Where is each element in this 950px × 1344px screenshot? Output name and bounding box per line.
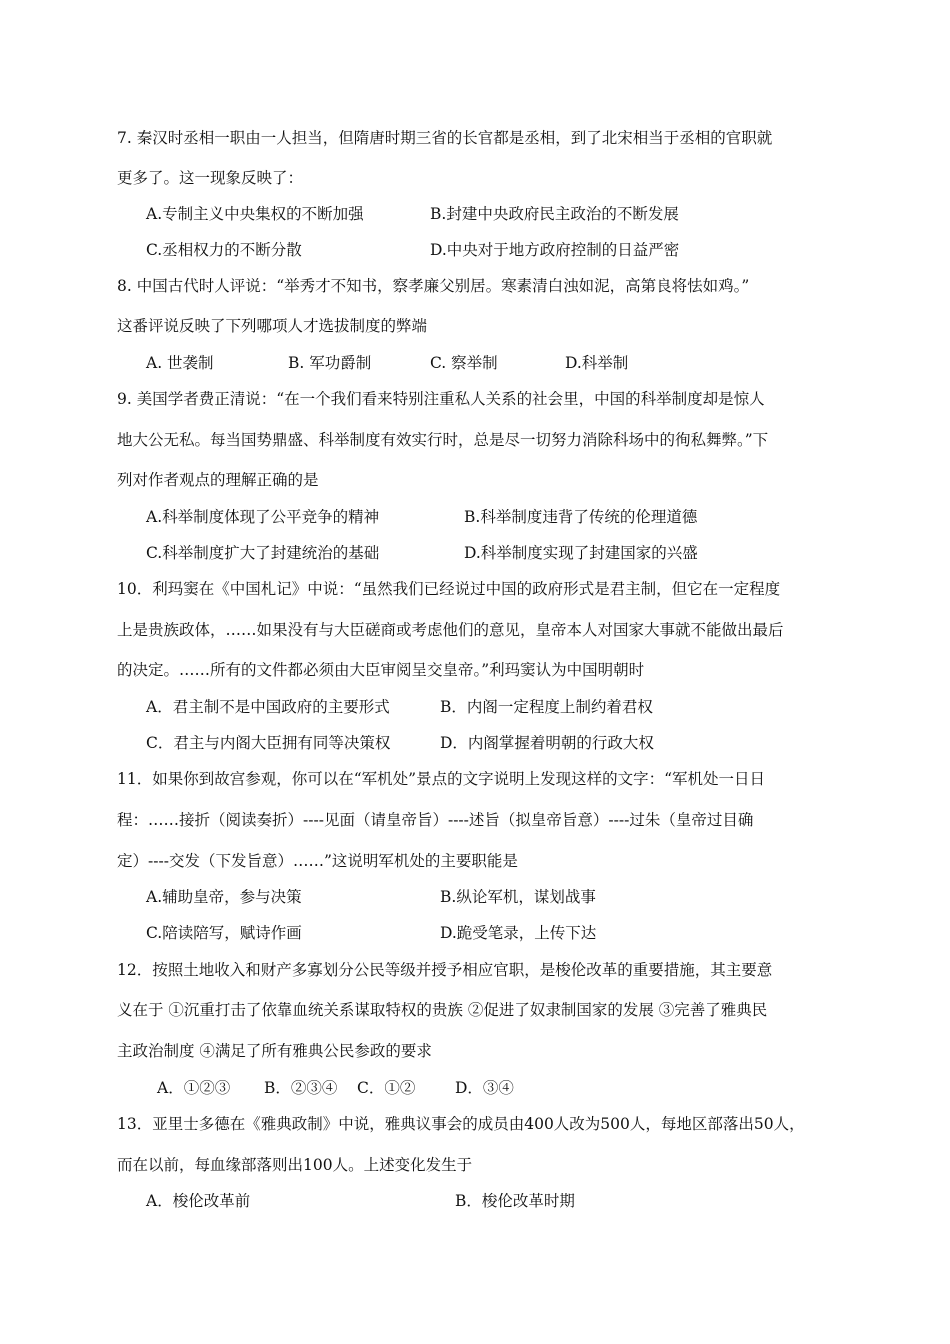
question-10-option-c: C．君主与内阁大臣拥有同等决策权	[146, 734, 391, 752]
question-10-option-d: D．内阁掌握着明朝的行政大权	[440, 734, 654, 752]
question-8-line-2: 这番评说反映了下列哪项人才选拔制度的弊端	[117, 317, 428, 335]
question-13-line-2: 而在以前，每血缘部落则出100人。上述变化发生于	[117, 1156, 473, 1174]
question-9-line-1: 9. 美国学者费正清说：“在一个我们看来特别注重私人关系的社会里，中国的科举制度却是惊人	[117, 390, 765, 408]
question-7-option-a: A.专制主义中央集权的不断加强	[146, 205, 364, 223]
question-7-line-2: 更多了。这一现象反映了：	[117, 169, 304, 187]
question-11-option-b: B.纵论军机，谋划战事	[440, 888, 596, 906]
question-7-option-d: D.中央对于地方政府控制的日益严密	[430, 241, 680, 259]
question-11-option-d: D.跪受笔录，上传下达	[440, 924, 597, 942]
question-7-option-c: C.丞相权力的不断分散	[146, 241, 302, 259]
question-12-option-b: B．②③④	[264, 1079, 338, 1097]
question-10-line-3: 的决定。……所有的文件都必须由大臣审阅呈交皇帝。”利玛窦认为中国明朝时	[117, 661, 645, 679]
question-13-option-a: A．梭伦改革前	[146, 1192, 251, 1210]
question-12-line-3: 主政治制度 ④满足了所有雅典公民参政的要求	[117, 1042, 432, 1060]
question-8-option-c: C. 察举制	[430, 354, 498, 372]
question-13-option-b: B．梭伦改革时期	[455, 1192, 575, 1210]
question-11-option-a: A.辅助皇帝，参与决策	[146, 888, 302, 906]
question-12-option-a: A．①②③	[157, 1079, 231, 1097]
question-9-option-c: C.科举制度扩大了封建统治的基础	[146, 544, 380, 562]
question-12-line-2: 义在于 ①沉重打击了依靠血统关系谋取特权的贵族 ②促进了奴隶制国家的发展 ③完善了雅典民	[117, 1001, 768, 1019]
question-7-option-b: B.封建中央政府民主政治的不断发展	[430, 205, 679, 223]
question-10-line-1: 10．利玛窦在《中国札记》中说：“虽然我们已经说过中国的政府形式是君主制，但它在一定程度	[117, 580, 781, 598]
question-12-option-d: D．③④	[455, 1079, 514, 1097]
question-7-line-1: 7. 秦汉时丞相一职由一人担当，但隋唐时期三省的长官都是丞相，到了北宋相当于丞相的官职就	[117, 129, 773, 147]
question-8-option-d: D.科举制	[565, 354, 629, 372]
question-8-line-1: 8. 中国古代时人评说：“举秀才不知书，察孝廉父别居。寒素清白浊如泥，高第良将怯如鸡。”	[117, 277, 750, 295]
question-10-option-a: A．君主制不是中国政府的主要形式	[146, 698, 390, 716]
question-9-line-2: 地大公无私。每当国势鼎盛、科举制度有效实行时，总是尽一切努力消除科场中的徇私舞弊。”下	[117, 431, 769, 449]
question-9-option-b: B.科举制度违背了传统的伦理道德	[464, 508, 698, 526]
question-10-line-2: 上是贵族政体，……如果没有与大臣磋商或考虑他们的意见，皇帝本人对国家大事就不能做出最后	[117, 621, 784, 639]
question-11-line-2: 程：……接折（阅读奏折）----见面（请皇帝旨）----述旨（拟皇帝旨意）----过朱（皇帝过目确	[117, 811, 754, 829]
question-8-option-b: B. 军功爵制	[288, 354, 372, 372]
question-9-option-a: A.科举制度体现了公平竞争的精神	[146, 508, 380, 526]
question-10-option-b: B．内阁一定程度上制约着君权	[440, 698, 653, 716]
question-11-option-c: C.陪读陪写，赋诗作画	[146, 924, 302, 942]
question-8-option-a: A. 世袭制	[146, 354, 214, 372]
question-11-line-1: 11．如果你到故宫参观，你可以在“军机处”景点的文字说明上发现这样的文字：“军机处一日日	[117, 770, 765, 788]
question-9-option-d: D.科举制度实现了封建国家的兴盛	[464, 544, 698, 562]
question-13-line-1: 13．亚里士多德在《雅典政制》中说，雅典议事会的成员由400人改为500人，每地区部落出50人，	[117, 1115, 805, 1133]
question-12-line-1: 12．按照土地收入和财产多寡划分公民等级并授予相应官职，是梭伦改革的重要措施，其主要意	[117, 961, 773, 979]
question-12-option-c: C．①②	[357, 1079, 416, 1097]
question-9-line-3: 列对作者观点的理解正确的是	[117, 471, 319, 489]
question-11-line-3: 定）----交发（下发旨意）……”这说明军机处的主要职能是	[117, 852, 518, 870]
